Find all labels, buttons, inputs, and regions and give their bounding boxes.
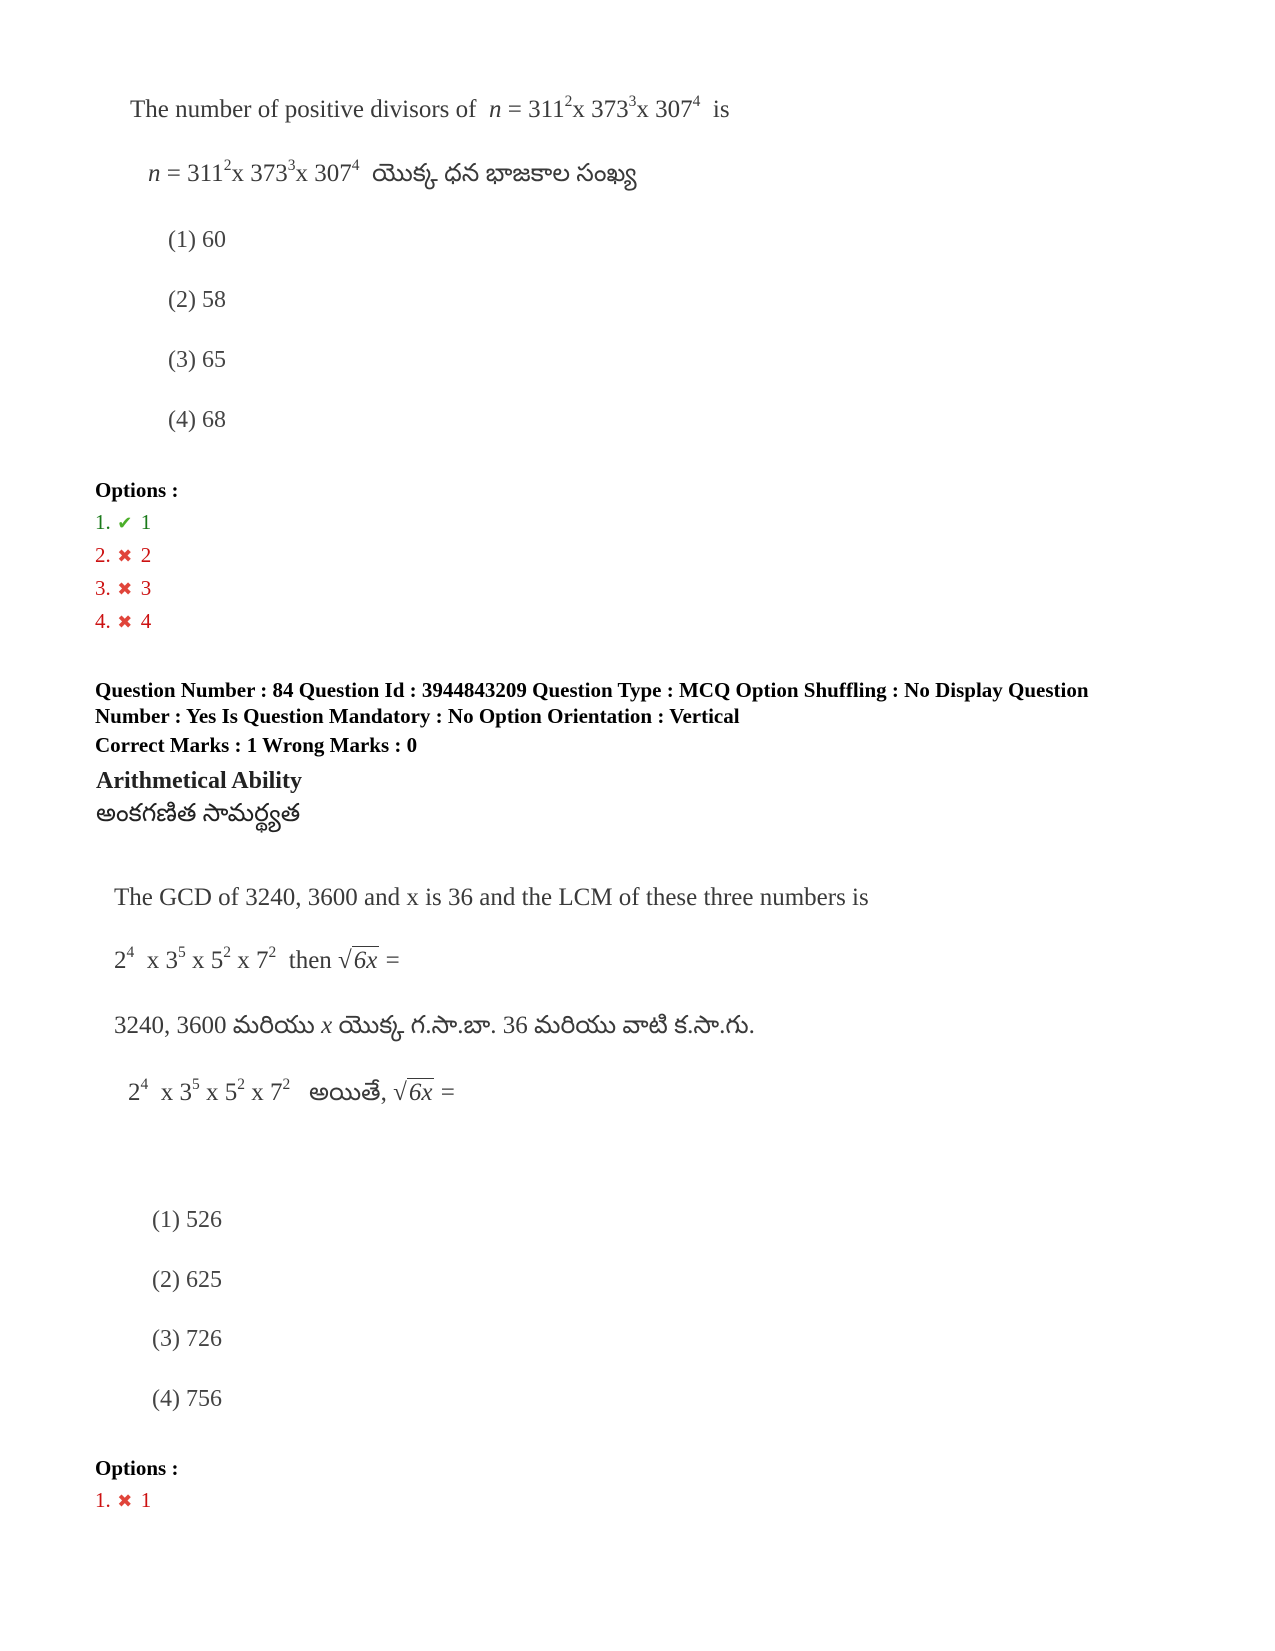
q84-option-1 <box>95 1488 151 1513</box>
q83-te-equals: = <box>166 160 181 187</box>
q84-meta-line-2: Number : Yes Is Question Mandatory : No Option Orientation : Vertical <box>95 704 740 728</box>
q84-section-en: Arithmetical Ability <box>96 768 302 794</box>
q84-te-lcm-exp-1: 4 <box>140 1076 149 1094</box>
q84-te-then: అయితే, <box>309 1079 387 1106</box>
q83-options-label: Options : <box>95 478 179 502</box>
q83-base-3: 307 <box>655 96 693 123</box>
q84-te-var-x: x <box>321 1012 333 1039</box>
option-number: 3. <box>95 576 111 600</box>
q83-question-te-suffix: యొక్క ధన భాజకాల సంఖ్య <box>371 160 637 187</box>
q83-te-times-2: x <box>295 160 308 187</box>
q84-te-lcm-exp-3: 2 <box>237 1076 245 1094</box>
q83-times-2: x <box>636 96 649 123</box>
q83-choice-3: (3) 65 <box>168 347 226 373</box>
q83-exp-1: 2 <box>564 93 573 111</box>
q84-te-prefix: 3240, 3600 మరియు <box>114 1012 315 1039</box>
q84-meta-line-1: Question Number : 84 Question Id : 3944843209 Question Type : MCQ Option Shuffling : No Display Question <box>95 678 1089 702</box>
q84-equals: = <box>385 947 400 974</box>
option-value: 1 <box>140 1488 152 1512</box>
q84-line-1: The GCD of 3240, 3600 and x is 36 and the LCM of these three numbers is <box>114 884 869 911</box>
q83-base-2: 373 <box>591 96 629 123</box>
q83-exp-2: 3 <box>628 93 637 111</box>
q83-question-en <box>130 93 730 124</box>
q83-te-var-n: n <box>148 160 161 187</box>
q84-then: then <box>288 947 332 974</box>
option-number: 1. <box>95 1488 111 1512</box>
q84-te-suffix: యొక్క గ.సా.బా. 36 మరియు వాటి క.సా.గు. <box>338 1012 755 1039</box>
q83-choice-4: (4) 68 <box>168 407 226 433</box>
cross-icon: ✖ <box>117 579 133 599</box>
q83-te-base-3: 307 <box>314 160 352 187</box>
q83-option-3 <box>95 576 151 601</box>
q84-te-lcm-base-3: 5 <box>224 1079 238 1106</box>
q83-choice-2: (2) 58 <box>168 287 226 313</box>
q83-base-1: 311 <box>528 96 565 123</box>
q84-te-line-2 <box>128 1076 455 1113</box>
q84-meta <box>95 677 1195 729</box>
q84-times: x <box>237 947 250 974</box>
q84-lcm-base-4: 7 <box>256 947 269 974</box>
q84-lcm-exp-1: 4 <box>126 944 135 962</box>
q84-te-lcm-base-1: 2 <box>128 1079 141 1106</box>
q83-choice-1: (1) 60 <box>168 227 226 253</box>
q84-te-lcm-base-4: 7 <box>270 1079 283 1106</box>
q83-exp-3: 4 <box>692 93 701 111</box>
q84-te-radicand: 6x <box>408 1079 433 1106</box>
q84-line-2 <box>114 944 400 975</box>
cross-icon: ✖ <box>117 612 133 632</box>
q84-lcm-base-2: 3 <box>165 947 178 974</box>
q84-te-lcm-exp-4: 2 <box>282 1076 291 1094</box>
q83-question-prefix: The number of positive divisors of <box>130 96 477 123</box>
q84-te-lcm-base-2: 3 <box>179 1079 192 1106</box>
q83-te-base-2: 373 <box>250 160 288 187</box>
q84-choice-3: (3) 726 <box>152 1326 222 1352</box>
q83-option-2 <box>95 543 151 568</box>
q83-te-exp-2: 3 <box>287 157 296 175</box>
option-number: 4. <box>95 609 111 633</box>
option-value: 2 <box>140 543 152 567</box>
q83-question-suffix: is <box>712 96 730 123</box>
option-value: 3 <box>140 576 152 600</box>
q83-times-1: x <box>572 96 585 123</box>
check-icon: ✔ <box>117 513 133 533</box>
q83-te-exp-1: 2 <box>223 157 232 175</box>
q83-equals: = <box>507 96 522 123</box>
q84-lcm-base-1: 2 <box>114 947 127 974</box>
option-value: 1 <box>140 510 152 534</box>
option-value: 4 <box>140 609 152 633</box>
q83-option-4 <box>95 609 151 634</box>
q84-options-label: Options : <box>95 1456 179 1480</box>
q84-times: x <box>146 947 160 974</box>
q84-lcm-base-3: 5 <box>210 947 224 974</box>
q83-te-times-1: x <box>231 160 244 187</box>
sqrt-icon: √6x <box>338 947 378 974</box>
q83-te-exp-3: 4 <box>351 157 360 175</box>
q84-te-times: x <box>251 1079 264 1106</box>
q83-var-n: n <box>488 96 502 123</box>
cross-icon: ✖ <box>117 1491 133 1511</box>
q84-choice-1: (1) 526 <box>152 1207 222 1233</box>
q84-te-times: x <box>160 1079 174 1106</box>
q84-lcm-exp-2: 5 <box>178 944 186 962</box>
q84-lcm-exp-3: 2 <box>223 944 231 962</box>
q84-choice-4: (4) 756 <box>152 1386 222 1412</box>
cross-icon: ✖ <box>117 546 133 566</box>
q84-te-times: x <box>206 1079 219 1106</box>
q83-option-1 <box>95 510 151 535</box>
q84-marks: Correct Marks : 1 Wrong Marks : 0 <box>95 733 418 757</box>
option-number: 1. <box>95 510 111 534</box>
q84-te-line-1 <box>114 1012 755 1046</box>
q84-lcm-exp-4: 2 <box>268 944 277 962</box>
q84-times: x <box>192 947 205 974</box>
q84-te-lcm-exp-2: 5 <box>192 1076 200 1094</box>
q84-te-equals: = <box>440 1079 455 1106</box>
q84-radicand: 6x <box>353 947 378 974</box>
q84-choice-2: (2) 625 <box>152 1267 222 1293</box>
q83-te-base-1: 311 <box>187 160 224 187</box>
q83-question-te <box>148 157 637 194</box>
sqrt-icon: √6x <box>393 1079 433 1106</box>
option-number: 2. <box>95 543 111 567</box>
q84-section-te: అంకగణిత సామర్థ్యత <box>96 800 301 827</box>
